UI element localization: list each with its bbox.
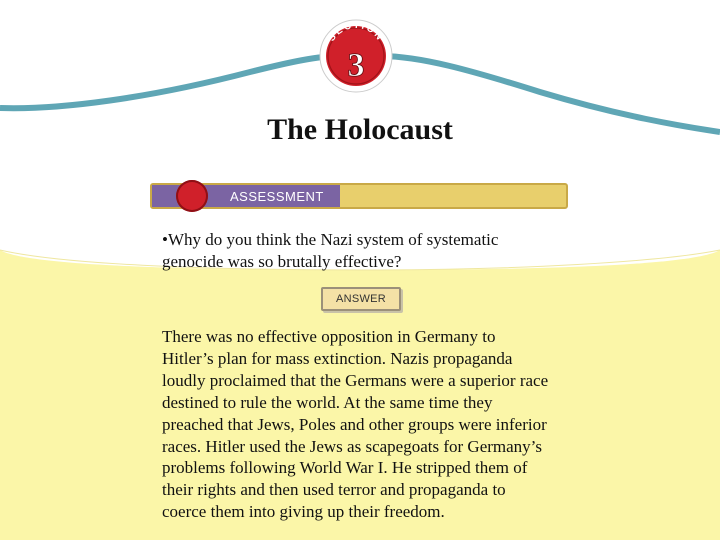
answer-line: their rights and then used terror and propaganda to — [162, 480, 506, 500]
assessment-dot-icon — [176, 180, 208, 212]
answer-line: destined to rule the world. At the same time they — [162, 392, 493, 412]
assessment-label: ASSESSMENT — [230, 189, 324, 204]
left-wave-arc — [0, 56, 340, 108]
section-emblem — [318, 18, 394, 94]
page-title: The Holocaust — [267, 113, 453, 146]
answer-line: problems following World War I. He stripped them of — [162, 458, 528, 478]
answer-text — [162, 326, 582, 523]
answer-line: races. Hitler used the Jews as scapegoats for Germany’s — [162, 436, 543, 456]
answer-line: coerce them into giving up their freedom. — [162, 502, 445, 522]
answer-button[interactable]: ANSWER — [321, 287, 401, 311]
answer-line: loudly proclaimed that the Germans were a superior race — [162, 370, 549, 390]
answer-line: Hitler’s plan for mass extinction. Nazis propaganda — [162, 348, 513, 368]
answer-line: preached that Jews, Poles and other groups were inferior — [162, 414, 547, 434]
answer-line: There was no effective opposition in Germany to — [162, 327, 496, 346]
question-text — [162, 229, 542, 273]
question-line: •Why do you think the Nazi system of systematic — [162, 230, 499, 249]
section-label: SECTION — [326, 19, 386, 44]
question-line: genocide was so brutally effective? — [162, 252, 402, 271]
section-number: 3 — [347, 47, 365, 84]
